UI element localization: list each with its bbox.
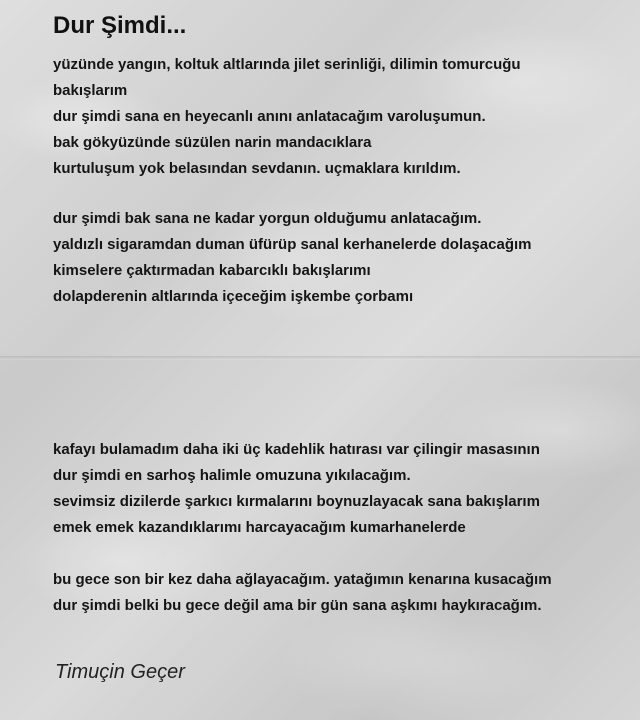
poem-line: kimselere çaktırmadan kabarcıklı bakışlarımı: [53, 262, 371, 279]
poem-line: dolapderenin altlarında içeceğim işkembe çorbamı: [53, 288, 414, 305]
poem-line: dur şimdi sana en heyecanlı anını anlatacağım varoluşumun.: [53, 108, 486, 125]
poem-line: bu gece son bir kez daha ağlayacağım. yatağımın kenarına kusacağım: [53, 571, 552, 588]
poem-line: emek emek kazandıklarımı harcayacağım kumarhanelerde: [53, 519, 466, 536]
poem-line: yüzünde yangın, koltuk altlarında jilet serinliği, dilimin tomurcuğu: [53, 56, 521, 73]
poem-line: kafayı bulamadım daha iki üç kadehlik hatırası var çilingir masasının: [53, 441, 540, 458]
poem-line: yaldızlı sigaramdan duman üfürüp sanal kerhanelerde dolaşacağım: [53, 236, 532, 253]
poem-line: bak gökyüzünde süzülen narin mandacıklara: [53, 134, 372, 151]
poem-line: dur şimdi belki bu gece değil ama bir gün sana aşkımı haykıracağım.: [53, 597, 542, 614]
poem-line: dur şimdi en sarhoş halimle omuzuna yıkılacağım.: [53, 467, 411, 484]
poem-line: dur şimdi bak sana ne kadar yorgun olduğumu anlatacağım.: [53, 210, 482, 227]
stanza-3: [53, 437, 628, 541]
poem-line: bakışlarım: [53, 82, 128, 99]
stanza-1: [53, 52, 628, 182]
poem-line: kurtuluşum yok belasından sevdanın. uçmaklara kırıldım.: [53, 160, 461, 177]
panel-divider: [0, 356, 640, 360]
poem-title: Dur Şimdi...: [53, 12, 187, 39]
stanza-4: [53, 567, 628, 619]
stanza-2: [53, 206, 628, 310]
poem-line: sevimsiz dizilerde şarkıcı kırmalarını boynuzlayacak sana bakışlarım: [53, 493, 540, 510]
poem-author: Timuçin Geçer: [55, 661, 185, 683]
